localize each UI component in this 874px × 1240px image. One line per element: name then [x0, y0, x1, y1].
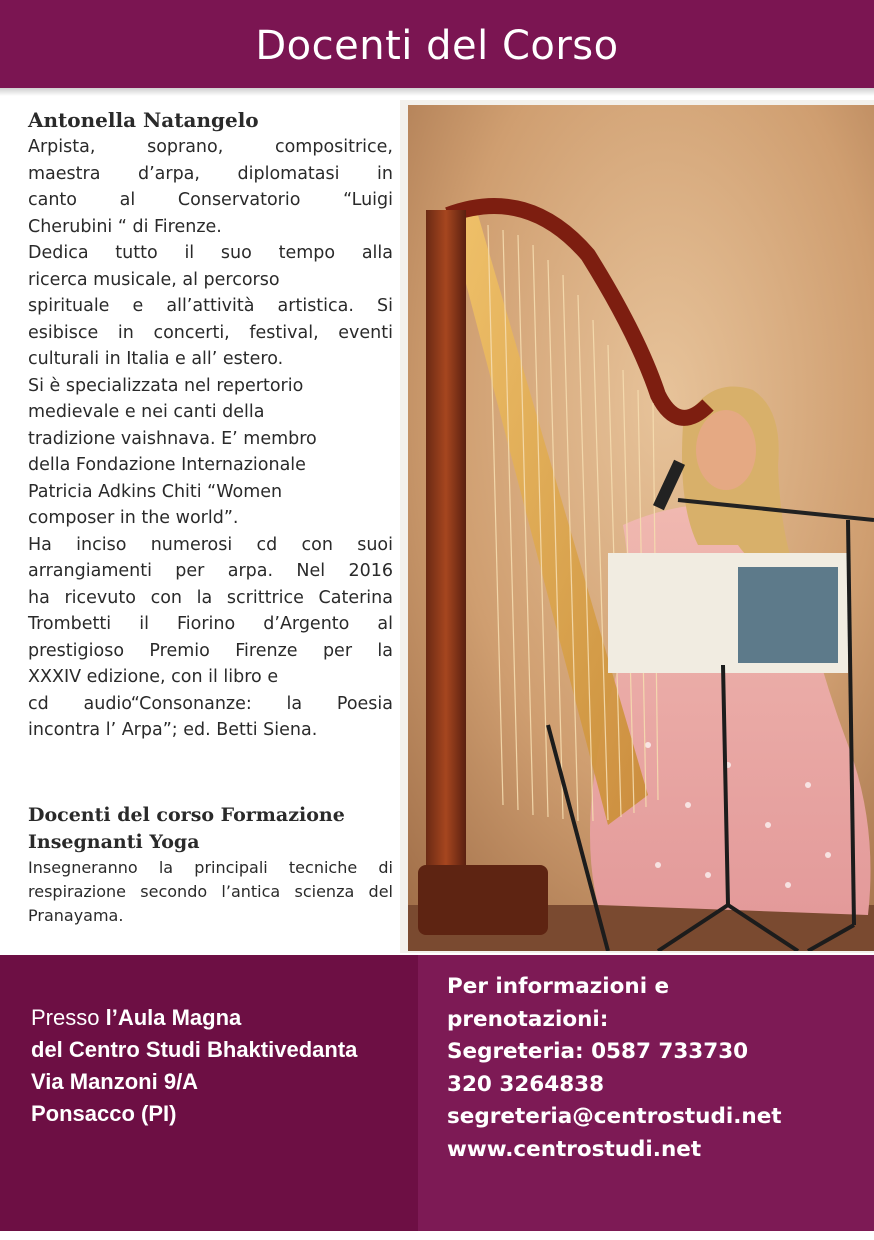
bio-line: Dedica tutto il suo tempo alla [28, 243, 393, 263]
bio-line: prestigioso Premio Firenze per la [28, 640, 393, 661]
bottom-margin [0, 1231, 874, 1240]
course-title-line: Docenti del corso Formazione [28, 804, 345, 826]
bio-line: Ha inciso numerosi cd con suoi [28, 534, 393, 555]
bio-line: Si è specializzata nel repertorio [28, 375, 304, 396]
teacher-bio [28, 134, 393, 744]
harp-base [418, 865, 548, 935]
teacher-bio-section [28, 106, 393, 744]
bio-line: Trombetti il Fiorino d’Argento al [28, 614, 393, 634]
course-description [28, 856, 393, 928]
website-link[interactable]: www.centrostudi.net [447, 1136, 702, 1162]
venue-prefix: Presso [31, 1005, 106, 1030]
bio-line: cd audio“Consonanze: la Poesia [28, 693, 393, 714]
bio-line: medievale e nei canti della [28, 402, 265, 422]
bio-line: incontra l’ Arpa”; ed. Betti Siena. [28, 720, 318, 740]
venue-line: Via Manzoni 9/A [31, 1069, 199, 1094]
bio-line: Patricia Adkins Chiti “Women [28, 481, 283, 502]
bio-line: spirituale e all’attività artistica. Si [28, 296, 393, 316]
course-text-line: Pranayama. [28, 906, 124, 925]
course-title [28, 802, 393, 856]
email-link[interactable]: segreteria@centrostudi.net [447, 1104, 782, 1129]
teacher-name: Antonella Natangelo [28, 108, 259, 132]
face-shape [696, 410, 756, 490]
bio-line: ricerca musicale, al percorso [28, 269, 280, 290]
bio-line: della Fondazione Internazionale [28, 455, 306, 475]
bio-line: XXXIV edizione, con il libro e [28, 667, 279, 687]
course-text-line: Insegneranno la principali tecniche di [28, 858, 393, 877]
bio-line: maestra d’arpa, diplomatasi in [28, 163, 393, 184]
bio-line: canto al Conservatorio “Luigi [28, 190, 393, 210]
venue-line: Ponsacco (PI) [31, 1101, 177, 1126]
page-title: Docenti del Corso [255, 23, 619, 69]
music-book-picture [738, 567, 838, 663]
bio-line: composer in the world”. [28, 508, 239, 528]
course-title-line: Insegnanti Yoga [28, 831, 200, 853]
bio-line: Arpista, soprano, compositrice, [28, 137, 393, 157]
bio-line: tradizione vaishnava. E’ membro [28, 428, 317, 449]
course-section [28, 802, 393, 928]
bio-line: Cherubini “ di Firenze. [28, 216, 222, 237]
venue-line: l’Aula Magna [105, 1005, 242, 1030]
bio-line: ha ricevuto con la scrittrice Caterina [28, 587, 393, 608]
contact-info [447, 971, 782, 1166]
phone-number: Segreteria: 0587 733730 [447, 1039, 749, 1064]
harp-column [426, 210, 466, 900]
course-text-line: respirazione secondo l’antica scienza del [28, 882, 393, 901]
bio-line: culturali in Italia e all’ estero. [28, 349, 284, 369]
venue-line: del Centro Studi Bhaktivedanta [31, 1037, 358, 1062]
contact-heading: prenotazioni: [447, 1006, 609, 1032]
header-divider [0, 88, 874, 96]
contact-heading: Per informazioni e [447, 974, 670, 999]
harpist-photo [408, 105, 874, 951]
venue-address [31, 1002, 357, 1130]
phone-number: 320 3264838 [447, 1071, 605, 1097]
page-header [0, 0, 874, 88]
bio-line: esibisce in concerti, festival, eventi [28, 322, 393, 343]
bio-line: arrangiamenti per arpa. Nel 2016 [28, 561, 393, 581]
